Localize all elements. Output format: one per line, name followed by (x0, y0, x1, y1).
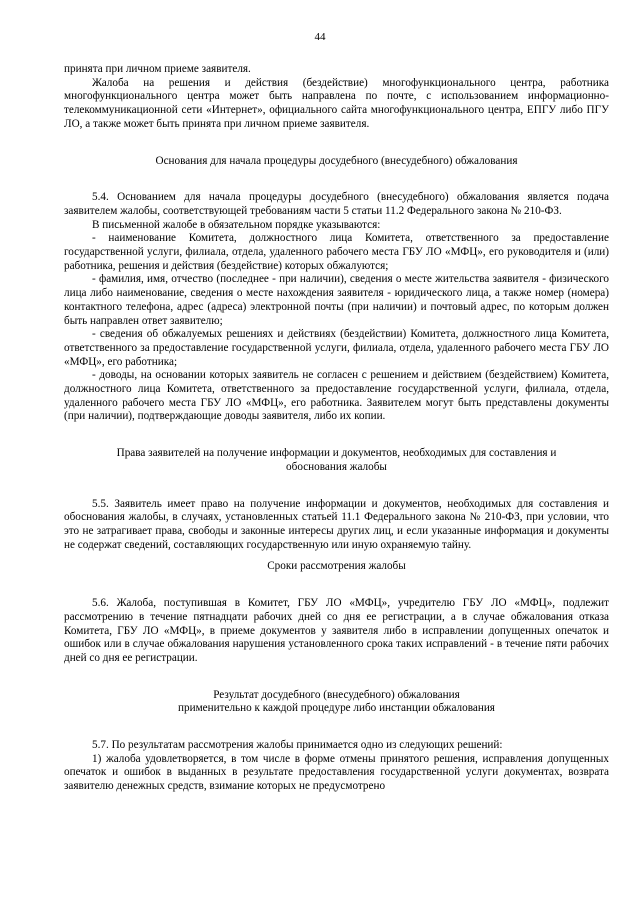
paragraph-5-4: 5.4. Основанием для начала процедуры досудебного (внесудебного) обжалования является подача заявителем жалобы, соответствующей требованиям части 5 статьи 11.2 Федерального закона № 210-ФЗ. (64, 191, 609, 217)
paragraph-5-5: 5.5. Заявитель имеет право на получение информации и документов, необходимых для составления и обоснования жалобы, в случаях, установленных статьей 11.1 Федерального закона № 210-ФЗ, при условии, что это не затрагивает права, свободы и законные интересы других лиц, и если указанные информация и документы не содержат сведений, составляющих государственную или иную охраняемую тайну. (64, 497, 609, 551)
section-heading-rights-line2: обоснования жалобы (286, 460, 387, 473)
section-heading-result-line2: применительно к каждой процедуре либо инстанции обжалования (178, 702, 495, 715)
paragraph-continuation: принята при личном приеме заявителя. (64, 63, 251, 75)
paragraph-written-complaint: В письменной жалобе в обязательном порядке указываются: (92, 218, 381, 231)
list-item-applicant: - фамилия, имя, отчество (последнее - при наличии), сведения о месте жительства заявителя - физического лица либо наименование, сведения о месте нахождения заявителя - юридического лица, а также номер (номера) контактного телефона, адрес (адреса) электронной почты (при наличии) и почтовый адрес, по которым должен быть направлен ответ заявителю; (64, 273, 609, 327)
section-heading-grounds: Основания для начала процедуры досудебного (внесудебного) обжалования (155, 154, 518, 167)
paragraph-5-6: 5.6. Жалоба, поступившая в Комитет, ГБУ ЛО «МФЦ», учредителю ГБУ ЛО «МФЦ», подлежит рассмотрению в течение пятнадцати рабочих дней со дня ее регистрации, а в случае обжалования отказа Комитета, ГБУ ЛО «МФЦ», в приеме документов у заявителя либо в исправлении допущенных опечаток и ошибок или в случае обжалования нарушения установленного срока таких исправлений - в течение пяти рабочих дней со дня ее регистрации. (64, 597, 609, 664)
section-heading-rights-line1: Права заявителей на получение информации и документов, необходимых для составления и (116, 447, 557, 460)
section-heading-terms: Сроки рассмотрения жалобы (267, 560, 406, 573)
list-item-decisions: - сведения об обжалуемых решениях и действиях (бездействии) Комитета, должностного лица Комитета, ответственного за предоставление государственной услуги, филиала, отдела, удаленного рабочего места ГБУ ЛО «МФЦ», его работника; (64, 328, 609, 368)
list-item-arguments: - доводы, на основании которых заявитель не согласен с решением и действием (бездействием) Комитета, должностного лица Комитета, ответственного за предоставление государственной услуги, филиала, отдела, удаленного рабочего места ГБУ ЛО «МФЦ», его работника. Заявителем могут быть представлены документы (при наличии), подтверждающие доводы заявителя, либо их копии. (64, 369, 609, 423)
list-item-name: - наименование Комитета, должностного лица Комитета, ответственного за предоставление государственной услуги, филиала, отдела, удаленного рабочего места ГБУ ЛО «МФЦ», его руководителя и (или) работника, решения и действия (бездействие) которых обжалуются; (64, 232, 609, 272)
paragraph-5-7: 5.7. По результатам рассмотрения жалобы принимается одно из следующих решений: (92, 739, 503, 752)
section-heading-result-line1: Результат досудебного (внесудебного) обжалования (213, 688, 460, 701)
page-number: 44 (314, 31, 326, 43)
paragraph-complaint-channels: Жалоба на решения и действия (бездействие) многофункционального центра, работника многофункционального центра может быть направлена по почте, с использованием информационно-телекоммуникационной сети «Интернет», официального сайта многофункционального центра, ЕПГУ либо ПГУ ЛО, а также может быть принята при личном приеме заявителя. (64, 76, 609, 130)
document-body (64, 63, 609, 794)
list-item-satisfied: 1) жалоба удовлетворяется, в том числе в форме отмены принятого решения, исправления допущенных опечаток и ошибок в выданных в результате предоставления государственной услуги документах, возврата заявителю денежных средств, взимание которых не предусмотрено (64, 752, 609, 793)
